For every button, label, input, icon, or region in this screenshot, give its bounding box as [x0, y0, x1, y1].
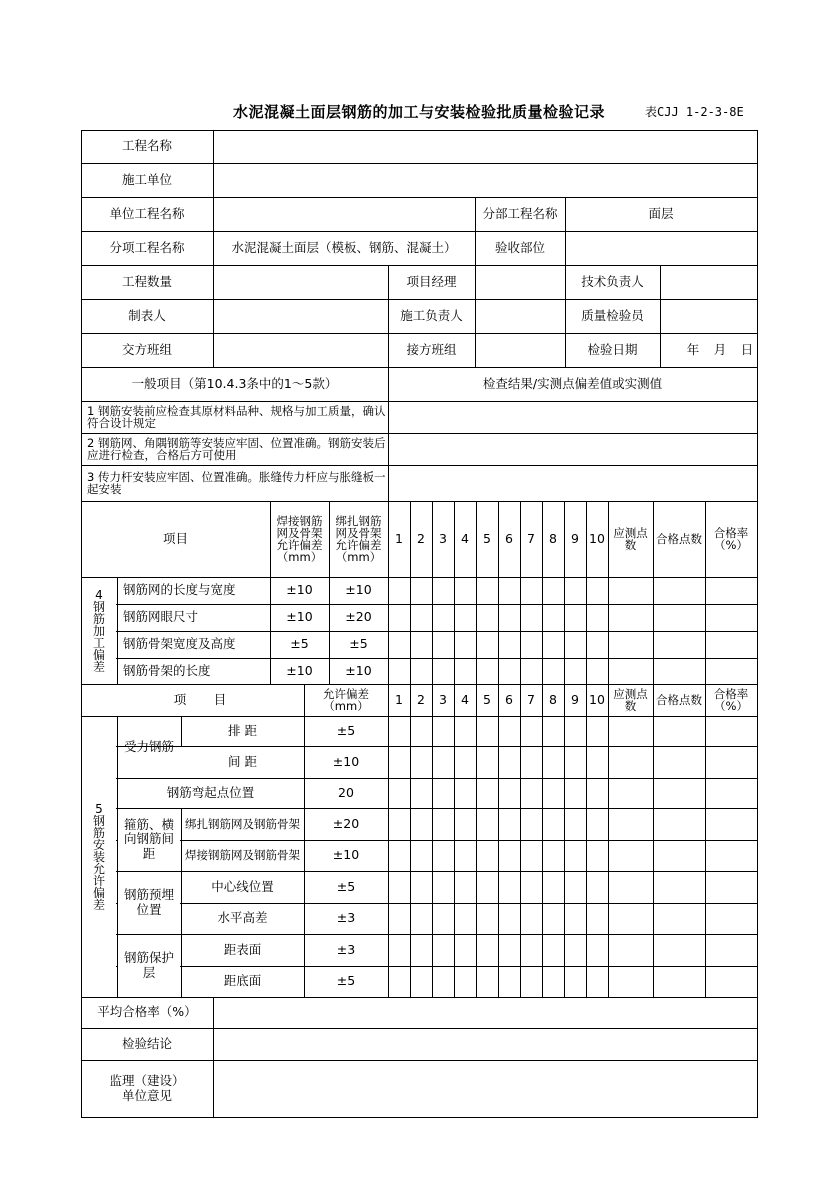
- sec5-group-embed: 钢筋预埋位置: [123, 887, 174, 917]
- sec4-row-weld: ±10: [286, 582, 313, 598]
- sec4-point-8: 8: [549, 530, 557, 546]
- sec5-point-9: 9: [571, 691, 579, 707]
- sec5-point-4: 4: [461, 691, 469, 707]
- sec5-val: ±3: [336, 910, 356, 926]
- sec5-row-welded: 焊接钢筋网及钢筋骨架: [185, 848, 300, 863]
- label-construction-unit: 施工单位: [121, 171, 172, 187]
- date-day: 日: [740, 341, 754, 357]
- grid-line: [660, 265, 661, 368]
- label-handover-team: 交方班组: [121, 341, 172, 357]
- sec5-side-label: 5钢筋安装允许偏差: [92, 801, 105, 912]
- sec5-val: ±3: [336, 941, 356, 957]
- sec4-row-tie: ±5: [349, 636, 368, 652]
- sec5-val: ±5: [336, 878, 356, 894]
- sec5-val: 20: [338, 784, 354, 800]
- sec5-val: ±5: [336, 973, 356, 989]
- sec4-row-name: 钢筋骨架宽度及高度: [123, 636, 236, 652]
- sec4-point-9: 9: [571, 530, 579, 546]
- general-items-label: 一般项目（第10.4.3条中的1～5款）: [131, 375, 338, 391]
- sec4-row-weld: ±10: [286, 609, 313, 625]
- label-acceptance-part: 验收部位: [494, 239, 545, 255]
- sec5-point-5: 5: [483, 691, 491, 707]
- label-quality-inspector: 质量检验员: [581, 307, 644, 323]
- sec4-row-weld: ±5: [290, 636, 309, 652]
- label-inspection-date: 检验日期: [587, 341, 638, 357]
- sec4-pass-rate: 合格率（%）: [713, 525, 749, 552]
- sec4-row-tie: ±10: [345, 662, 372, 678]
- sec4-point-6: 6: [505, 530, 513, 546]
- date-year: 年: [686, 341, 700, 357]
- sec4-tie-header: 绑扎钢筋网及骨架允许偏差（mm）: [335, 513, 382, 565]
- sec4-row-tie: ±20: [345, 609, 372, 625]
- sec4-item-header: 项目: [162, 530, 188, 546]
- form-title: 水泥混凝土面层钢筋的加工与安装检验批质量检验记录: [232, 103, 605, 121]
- sec4-row-name: 钢筋网眼尺寸: [123, 609, 199, 625]
- sec5-row-spacing: 排 距: [228, 722, 257, 738]
- label-project-manager: 项目经理: [406, 273, 457, 289]
- sec4-row-tie: ±10: [345, 582, 372, 598]
- general-item-2: 2 钢筋网、角隅钢筋等安装应牢固、位置准确。钢筋安装后应进行检查，合格后方可使用: [87, 435, 386, 462]
- label-receiver-team: 接方班组: [406, 341, 457, 357]
- sec5-item-b: 目: [213, 691, 227, 707]
- sec5-should-count: 应测点数: [613, 686, 648, 713]
- sec4-weld-header: 焊接钢筋网及骨架允许偏差（mm）: [276, 513, 323, 565]
- label-item-project: 分项工程名称: [109, 239, 185, 255]
- sec4-side-label: 4钢筋加工偏差: [92, 587, 105, 674]
- sec5-group-bend: 钢筋弯起点位置: [166, 784, 255, 800]
- sec4-should-count: 应测点数: [613, 525, 648, 552]
- sec5-point-10: 10: [589, 691, 605, 707]
- date-month: 月: [713, 341, 727, 357]
- value-sub-project: 面层: [648, 205, 674, 221]
- sec4-row-name: 钢筋骨架的长度: [123, 662, 211, 678]
- sec5-point-3: 3: [439, 691, 447, 707]
- sec5-pass-rate: 合格率（%）: [713, 686, 749, 713]
- sec5-tol-header: 允许偏差（mm）: [323, 686, 369, 713]
- sec5-val: ±5: [336, 722, 356, 738]
- sec5-row-tied: 绑扎钢筋网及钢筋骨架: [185, 816, 300, 831]
- sec4-point-2: 2: [417, 530, 425, 546]
- sec5-point-7: 7: [527, 691, 535, 707]
- general-item-1: 1 钢筋安装前应检查其原材料品种、规格与加工质量，确认符合设计规定: [87, 403, 386, 430]
- grid-line: [475, 265, 476, 368]
- sec4-row-name: 钢筋网的长度与宽度: [123, 582, 236, 598]
- label-supervision: 监理（建设）单位意见: [109, 1073, 185, 1103]
- sec4-point-1: 1: [395, 530, 403, 546]
- sec5-row-level: 水平高差: [217, 910, 268, 926]
- sec5-point-2: 2: [417, 691, 425, 707]
- sec4-point-4: 4: [461, 530, 469, 546]
- label-conclusion: 检验结论: [121, 1035, 172, 1051]
- sec5-point-8: 8: [549, 691, 557, 707]
- label-project-name: 工程名称: [121, 138, 172, 154]
- sec5-group-cover: 钢筋保护层: [123, 950, 174, 980]
- label-preparer: 制表人: [128, 307, 166, 323]
- result-label: 检查结果/实测点偏差值或实测值: [482, 375, 663, 391]
- sec4-point-10: 10: [589, 530, 605, 546]
- sec5-row-gap: 间 距: [228, 753, 257, 769]
- general-item-3: 3 传力杆安装应牢固、位置准确。胀缝传力杆应与胀缝板一起安装: [87, 469, 386, 496]
- sec5-pass-count: 合格点数: [656, 692, 702, 707]
- sec5-row-top: 距表面: [223, 941, 262, 957]
- label-avg-rate: 平均合格率（%）: [97, 1004, 197, 1020]
- label-quantity: 工程数量: [121, 273, 172, 289]
- sec5-val: ±10: [332, 847, 360, 863]
- sec5-val: ±10: [332, 753, 360, 769]
- sec5-item-a: 项: [173, 691, 187, 707]
- sec5-group-stirrup: 箍筋、横向钢筋间距: [123, 816, 174, 861]
- sec4-row-weld: ±10: [286, 662, 313, 678]
- form-code: 表CJJ 1-2-3-8E: [645, 105, 744, 119]
- sec5-point-1: 1: [395, 691, 403, 707]
- sec4-pass-count: 合格点数: [656, 531, 702, 546]
- value-item-project: 水泥混凝土面层（模板、钢筋、混凝土）: [231, 239, 457, 255]
- label-sub-project: 分部工程名称: [482, 205, 558, 221]
- grid-line: [213, 997, 214, 1118]
- label-tech-lead: 技术负责人: [581, 273, 644, 289]
- sec5-group-force: 受力钢筋: [123, 738, 174, 754]
- sec4-point-7: 7: [527, 530, 535, 546]
- label-construction-lead: 施工负责人: [400, 307, 463, 323]
- sec5-row-bottom: 距底面: [223, 973, 262, 989]
- label-unit-project: 单位工程名称: [109, 205, 185, 221]
- sec4-point-5: 5: [483, 530, 491, 546]
- sec5-point-6: 6: [505, 691, 513, 707]
- sec4-point-3: 3: [439, 530, 447, 546]
- sec5-row-center: 中心线位置: [211, 878, 274, 894]
- sec5-val: ±20: [332, 815, 360, 831]
